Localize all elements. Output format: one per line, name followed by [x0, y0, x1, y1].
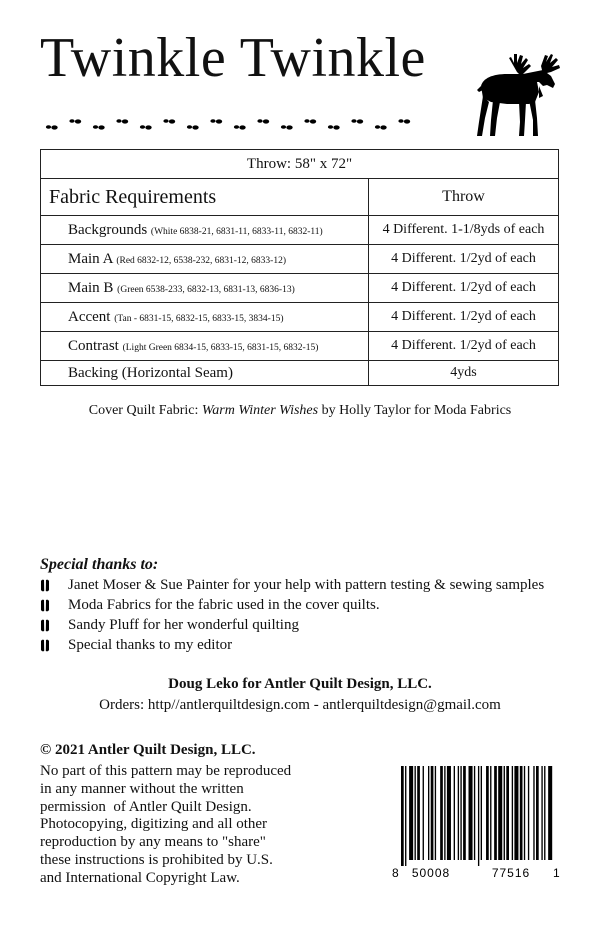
- barcode-bar: [415, 766, 416, 860]
- fabric-requirements-table: [40, 149, 559, 386]
- fabric-detail: (Light Green 6834-15, 6833-15, 6831-15, 6832-15): [122, 342, 319, 353]
- fabric-amount: 4 Different. 1/2yd of each: [369, 245, 559, 274]
- barcode-bar: [435, 766, 436, 860]
- barcode-bar: [486, 766, 489, 860]
- hoof-track-mark: [257, 119, 269, 123]
- list-item: Sandy Pluff for her wonderful quilting: [40, 615, 544, 635]
- list-item: Special thanks to my editor: [40, 635, 544, 655]
- fabric-name: Backing: [68, 364, 118, 381]
- moose-silhouette-icon: [473, 52, 561, 138]
- cover-prefix: Cover Quilt Fabric:: [88, 403, 202, 418]
- barcode-bar: [474, 766, 475, 860]
- fabric-name: Accent: [68, 308, 111, 325]
- hoof-print-bullet-icon: [40, 619, 50, 632]
- cover-suffix: by Holly Taylor for Moda Fabrics: [318, 403, 512, 418]
- barcode-bar: [533, 766, 534, 860]
- orders-contact: Orders: http//antlerquiltdesign.com - antlerquiltdesign@gmail.com: [99, 697, 501, 713]
- table-row: [41, 303, 559, 332]
- hoof-track-mark: [93, 125, 105, 129]
- fabric-amount: 4 Different. 1/2yd of each: [369, 303, 559, 332]
- hoof-track-mark: [281, 125, 293, 129]
- barcode-bar: [431, 766, 434, 860]
- fabric-amount: 4 Different. 1/2yd of each: [369, 274, 559, 303]
- barcode-bar: [512, 766, 513, 860]
- hoof-track-mark: [375, 125, 387, 129]
- special-thanks-list: [40, 575, 544, 655]
- hoof-track-mark: [328, 125, 340, 129]
- barcode-bar: [524, 766, 525, 860]
- fabric-detail: (Green 6538-233, 6832-13, 6831-13, 6836-13): [117, 284, 295, 295]
- barcode-bar: [428, 766, 429, 860]
- barcode-bar: [401, 766, 404, 866]
- barcode-bar: [544, 766, 545, 860]
- barcode-digits-right: 77516: [491, 866, 531, 880]
- table-row: [41, 274, 559, 303]
- fabric-requirements-label: Fabric Requirements: [41, 179, 369, 216]
- fabric-amount: 4yds: [369, 361, 559, 386]
- barcode-bar: [490, 766, 491, 860]
- hoof-track-mark: [116, 119, 128, 123]
- hoof-track-mark: [69, 119, 81, 123]
- fabric-detail: (White 6838-21, 6831-11, 6833-11, 6832-11): [150, 226, 323, 237]
- special-thanks-heading: Special thanks to:: [40, 556, 159, 573]
- barcode-digit: 1: [553, 866, 560, 880]
- table-row: [41, 361, 559, 386]
- fabric-detail: (Tan - 6831-15, 6832-15, 6833-15, 3834-15): [114, 313, 284, 324]
- barcode-bar: [417, 766, 420, 860]
- barcode-bar: [498, 766, 502, 860]
- barcode-bar: [447, 766, 451, 860]
- barcode-bar: [409, 766, 413, 860]
- barcode-bar: [440, 766, 443, 860]
- list-item: Moda Fabrics for the fabric used in the cover quilts.: [40, 595, 544, 615]
- barcode-bar: [514, 766, 518, 860]
- barcode-bar: [504, 766, 505, 860]
- hoof-track-mark: [210, 119, 222, 123]
- barcode-digit: 8: [392, 866, 399, 880]
- fabric-name: Main B: [68, 279, 114, 296]
- company-name: Doug Leko for Antler Quilt Design, LLC.: [168, 676, 432, 692]
- barcode-bar: [481, 766, 482, 860]
- table-row: [41, 332, 559, 361]
- fabric-amount: 4 Different. 1-1/8yds of each: [369, 216, 559, 245]
- fabric-detail: (Red 6832-12, 6538-232, 6831-12, 6833-12): [116, 255, 287, 266]
- fabric-name: Contrast: [68, 337, 119, 354]
- hoof-print-bullet-icon: [40, 579, 50, 592]
- barcode-bar: [463, 766, 466, 860]
- barcode-bar: [423, 766, 424, 860]
- barcode-digits-left: 50008: [411, 866, 451, 880]
- barcode-bar: [494, 766, 497, 860]
- fabric-amount: 4 Different. 1/2yd of each: [369, 332, 559, 361]
- barcode-bar: [469, 766, 473, 860]
- barcode-bar: [454, 766, 455, 860]
- barcode-bar: [541, 766, 542, 860]
- barcode-bar: [444, 766, 445, 860]
- fabric-detail: (Horizontal Seam): [121, 364, 233, 381]
- list-item: Janet Moser & Sue Painter for your help with pattern testing & sewing samples: [40, 575, 544, 595]
- table-row: [41, 245, 559, 274]
- table-row: [41, 216, 559, 245]
- barcode-bar: [506, 766, 509, 860]
- cover-quilt-fabric-note: [0, 403, 600, 419]
- barcode-bar: [536, 766, 539, 860]
- hoof-tracks-icon: [44, 118, 424, 134]
- copyright-heading: © 2021 Antler Quilt Design, LLC.: [40, 742, 256, 758]
- hoof-track-mark: [351, 119, 363, 123]
- hoof-print-bullet-icon: [40, 639, 50, 652]
- hoof-track-mark: [304, 119, 316, 123]
- hoof-track-mark: [46, 125, 58, 129]
- throw-size-header: Throw: 58" x 72": [41, 150, 559, 179]
- fabric-name: Main A: [68, 250, 113, 267]
- barcode-bar: [458, 766, 459, 860]
- hoof-track-mark: [140, 125, 152, 129]
- barcode: [389, 760, 561, 880]
- copyright-notice: No part of this pattern may be reproduced in any manner without the written permission of Antler Quilt Design. Photocopying, digitizing and all other reproduction by any means to "share" these instructions is prohibited by U.S. and International Copyright Law.: [40, 763, 292, 886]
- barcode-bar: [460, 766, 461, 860]
- hoof-track-mark: [398, 119, 410, 123]
- throw-column-label: Throw: [369, 179, 559, 216]
- cover-collection: Warm Winter Wishes: [201, 403, 319, 418]
- barcode-bar: [520, 766, 523, 860]
- barcode-bar: [478, 766, 479, 866]
- fabric-name: Backgrounds: [68, 221, 148, 238]
- hoof-print-bullet-icon: [40, 599, 50, 612]
- barcode-bar: [405, 766, 406, 866]
- barcode-bar: [528, 766, 529, 860]
- hoof-track-mark: [234, 125, 246, 129]
- hoof-track-mark: [187, 125, 199, 129]
- pattern-title: Twinkle Twinkle: [40, 27, 426, 89]
- hoof-track-mark: [163, 119, 175, 123]
- barcode-bar: [548, 766, 552, 860]
